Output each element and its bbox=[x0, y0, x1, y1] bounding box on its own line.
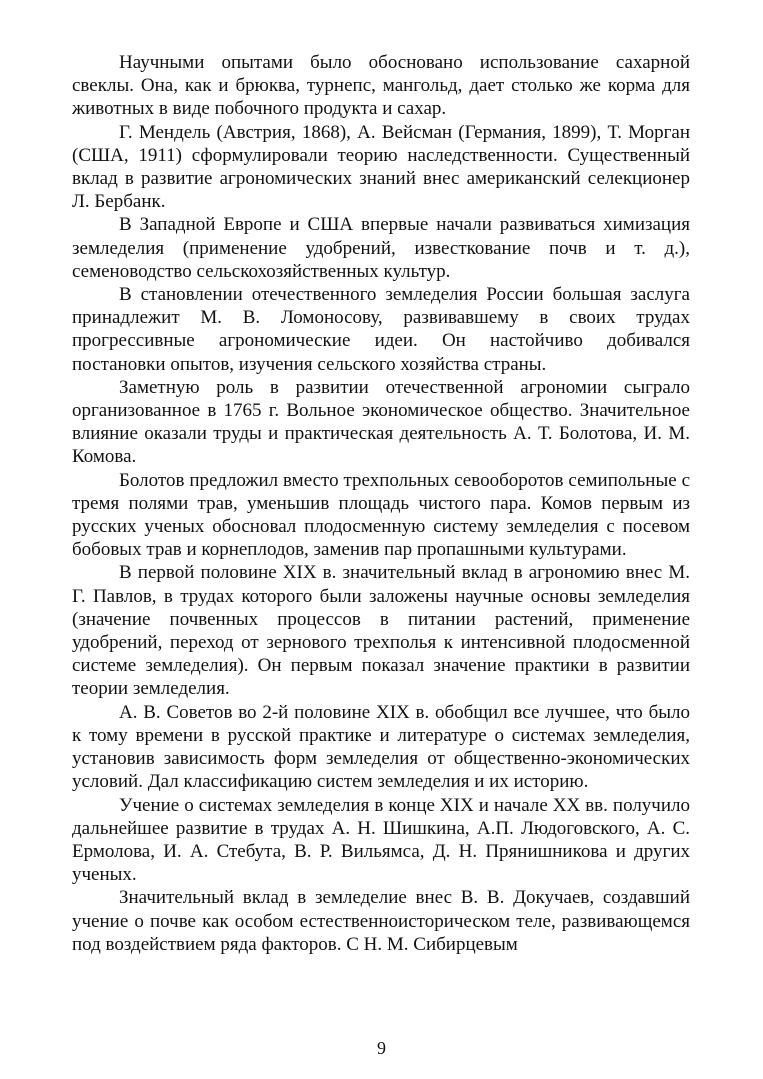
paragraph-dokuchaev: Значительный вклад в земледелие внес В. В. Докучаев, создавший учение о почве как особом естественноисторическом теле, развивающемся под воздействием ряда факторов. С Н. М. Сибирцевым bbox=[72, 887, 690, 955]
paragraph-chemization: В Западной Европе и США впервые начали развиваться химизация земледелия (применение удобрений, известкование почв и т. д.), семеноводство сельскохозяйственных культур. bbox=[72, 214, 690, 282]
paragraph-sovetov: А. В. Советов во 2-й половине XIX в. обобщил все лучшее, что было к тому времени в русской практике и литературе о системах земледелия, установив зависимость форм земледелия от общественно-экономических условий. Дал классификацию систем земледелия и их историю. bbox=[72, 701, 690, 793]
paragraph-economic-society: Заметную роль в развитии отечественной агрономии сыграло организованное в 1765 г. Вольное экономическое общество. Значительное влияние оказали труды и практическая деятельность А. Т. Болотова, И. М. Комова. bbox=[72, 376, 690, 468]
body-text bbox=[72, 51, 690, 956]
paragraph-heredity: Г. Мендель (Австрия, 1868), А. Вейсман (Германия, 1899), Т. Морган (США, 1911) сформулировали теорию наследственности. Существенный вклад в развитие агрономических знаний внес американский селекционер Л. Бербанк. bbox=[72, 121, 690, 213]
page-number: 9 bbox=[377, 1038, 386, 1058]
paragraph-sugar-beet: Научными опытами было обосновано использование сахарной свеклы. Она, как и брюква, турнепс, мангольд, дает столько же корма для животных в виде побочного продукта и сахар. bbox=[72, 52, 690, 120]
paragraph-pavlov: В первой половине XIX в. значительный вклад в агрономию внес М. Г. Павлов, в трудах которого были заложены научные основы земледелия (значение почвенных процессов в питании растений, применение удобрений, переход от зернового трехполья к интенсивной плодосменной системе земледелия). Он первым показал значение практики в развитии теории земледелия. bbox=[72, 562, 690, 700]
paragraph-bolotov-komov: Болотов предложил вместо трехпольных севооборотов семипольные с тремя полями трав, уменьшив площадь чистого пара. Комов первым из русских ученых обосновал плодосменную систему земледелия с посевом бобовых трав и корнеплодов, заменив пар пропашными культурами. bbox=[72, 469, 690, 561]
paragraph-lomonosov: В становлении отечественного земледелия России большая заслуга принадлежит М. В. Ломоносову, развивавшему в своих трудах прогрессивные агрономические идеи. Он настойчиво добивался постановки опытов, изучения сельского хозяйства страны. bbox=[72, 284, 690, 375]
paragraph-farming-systems: Учение о системах земледелия в конце XIX и начале XX вв. получило дальнейшее развитие в трудах А. Н. Шишкина, А.П. Людоговского, А. С. Ермолова, И. А. Стебута, В. Р. Вильямса, Д. Н. Прянишникова и других ученых. bbox=[72, 794, 690, 886]
